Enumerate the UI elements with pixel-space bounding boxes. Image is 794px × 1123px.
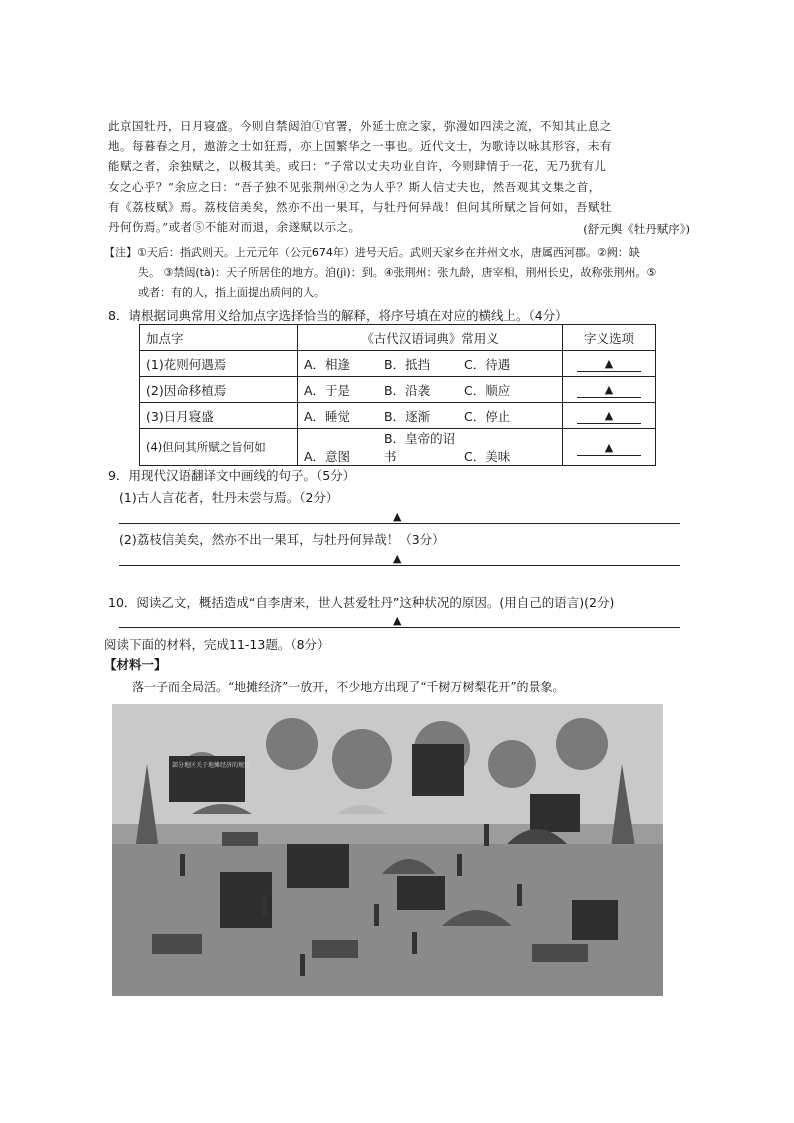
passage-source: (舒元舆《牡丹赋序》) [583, 222, 690, 236]
passage-line: 能赋之者，余独赋之，以极其美。或曰：“子常以丈夫功业自许，今则肆情于一花，无乃犹有儿 [108, 159, 607, 174]
option-c: C．待遇 [464, 356, 511, 372]
table-row [140, 377, 656, 403]
table-cell-options [298, 351, 563, 377]
answer-line[interactable] [119, 565, 680, 566]
material-heading: 【材料一】 [104, 657, 167, 672]
info-box [530, 794, 580, 832]
option-a: A．意图 [304, 449, 351, 464]
street-stall-illustration [112, 704, 663, 996]
answer-marker: ▲ [393, 614, 402, 627]
option-a: A．相逢 [304, 356, 351, 372]
table-cell-options [298, 403, 563, 429]
answer-line[interactable] [119, 627, 680, 628]
info-box-title: 部分地区关于地摊经济的规定 [172, 762, 251, 769]
note-line: 或者：有的人，指上面提出质问的人。 [138, 286, 325, 299]
table-row [140, 351, 656, 377]
info-box [287, 844, 349, 888]
answer-line[interactable] [119, 523, 680, 524]
option-b: B．沿袭 [384, 382, 431, 398]
passage-line: 丹何伤焉。”或者⑤不能对而退，余遂赋以示之。 [108, 220, 361, 235]
answer-blank[interactable]: ▲ [577, 357, 641, 372]
table-cell-options [298, 377, 563, 403]
table-header-row [140, 325, 656, 351]
passage-line: 地。每暮春之月，遨游之士如狂焉，亦上国繁华之一事也。近代文士，为歌诗以咏其形容，未有 [108, 139, 612, 154]
question-9-sub2: (2)荔枝信美矣，然亦不出一果耳，与牡丹何异哉！（3分） [119, 532, 445, 547]
option-b: B．皇帝的诏书 [384, 431, 456, 464]
option-c: C．顺应 [464, 382, 511, 398]
table-row [140, 403, 656, 429]
option-b: B．逐渐 [384, 408, 431, 424]
annotation-notes [104, 243, 690, 303]
answer-blank[interactable]: ▲ [577, 441, 641, 456]
table-header: 《古代汉语词典》常用义 [298, 325, 563, 351]
option-a: A．睡觉 [304, 408, 351, 424]
material-text: 落一子而全局活。“地摊经济”一放开，不少地方出现了“千树万树梨花开”的景象。 [132, 680, 565, 694]
info-box [397, 876, 445, 910]
material-intro: 阅读下面的材料，完成11-13题。（8分） [104, 637, 330, 652]
info-box [572, 900, 618, 940]
question-10-prompt: 10．阅读乙文，概括造成“自李唐来，世人甚爱牡丹”这种状况的原因。(用自己的语言)(2分) [108, 595, 615, 610]
option-c: C．美味 [464, 449, 511, 464]
classical-passage [108, 116, 690, 237]
question-9-prompt: 9．用现代汉语翻译文中画线的句子。（5分） [108, 468, 356, 483]
definition-table [139, 324, 656, 466]
table-cell-word: (3)日月寝盛 [140, 403, 298, 429]
answer-blank[interactable]: ▲ [577, 409, 641, 424]
answer-marker: ▲ [393, 510, 402, 523]
passage-line: 有《荔枝赋》焉。荔枝信美矣，然亦不出一果耳，与牡丹何异哉！但问其所赋之旨何如，吾赋牡 [108, 199, 612, 214]
question-9-sub1: (1)古人言花者，牡丹未尝与焉。（2分） [119, 490, 339, 505]
answer-blank[interactable]: ▲ [577, 383, 641, 398]
info-box [412, 744, 464, 796]
option-b: B．抵挡 [384, 356, 431, 372]
passage-line: 此京国牡丹，日月寝盛。今则自禁闼洎①官署，外延士庶之家，弥漫如四渎之流，不知其止息之 [108, 119, 612, 133]
passage-line: 女之心乎？”余应之曰：“吾子独不见张荆州④之为人乎？斯人信丈夫也，然吾观其文集之首， [108, 179, 601, 194]
table-header: 加点字 [140, 325, 298, 351]
table-cell-word: (1)花则何遇焉 [140, 351, 298, 377]
option-c: C．停止 [464, 408, 511, 424]
table-row [140, 429, 656, 466]
table-cell-options [298, 429, 563, 466]
note-line: 失。 ③禁闼(tà)：天子所居住的地方。洎(jì)：到。④张荆州：张九龄，唐宰相，荆州长史，故称张荆州。⑤ [138, 266, 657, 279]
answer-marker: ▲ [393, 552, 402, 565]
table-cell-word: (4)但问其所赋之旨何如 [140, 429, 298, 466]
note-line: 【注】①天后：指武则天。上元元年（公元674年）进号天后。武则天家乡在并州文水，唐属西河郡。②阙：缺 [104, 246, 640, 259]
question-8-prompt: 8．请根据词典常用义给加点字选择恰当的解释，将序号填在对应的横线上。（4分） [108, 308, 568, 323]
option-a: A．于是 [304, 382, 351, 398]
table-header: 字义选项 [563, 325, 656, 351]
table-cell-word: (2)因命移植焉 [140, 377, 298, 403]
